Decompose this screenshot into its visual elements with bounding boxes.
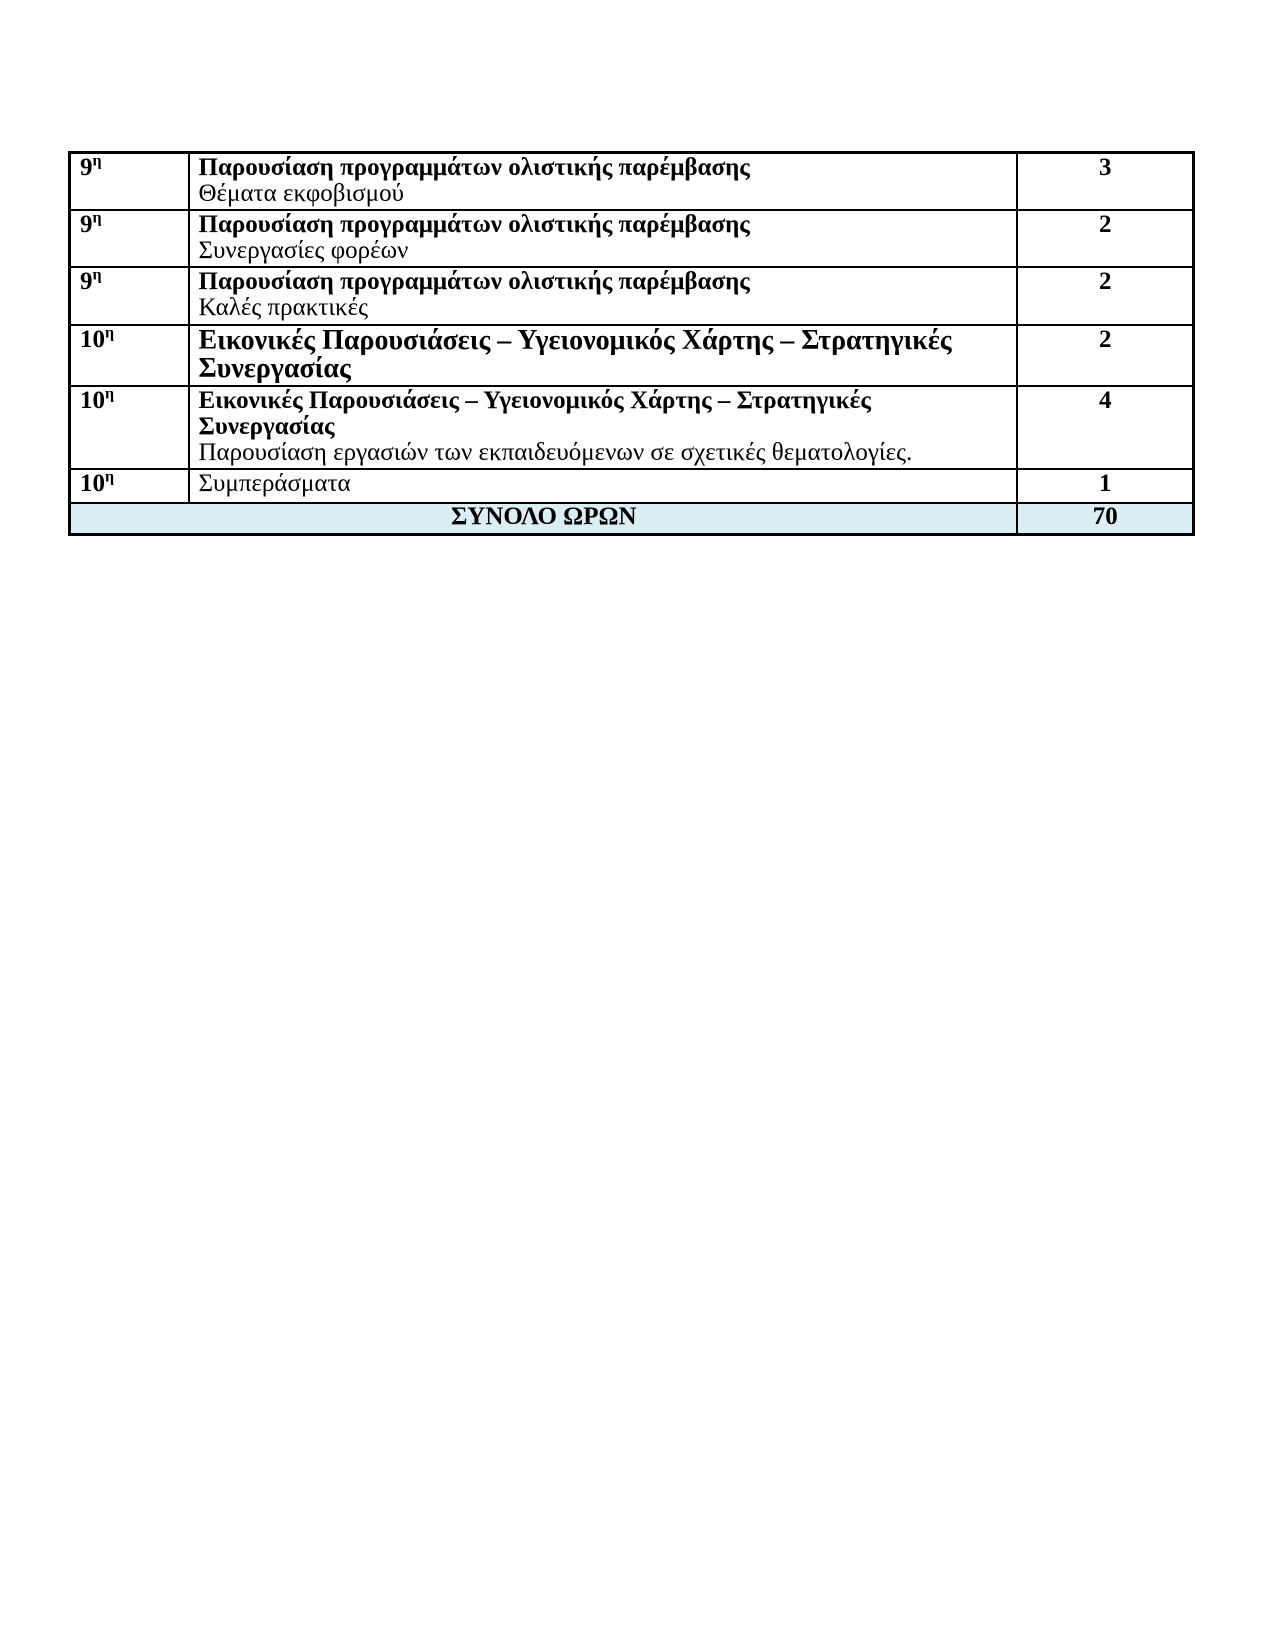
content-cell	[189, 267, 1017, 325]
session-ordinal-suffix: η	[105, 468, 115, 486]
session-number: 9	[80, 268, 93, 295]
table-row	[70, 210, 1194, 267]
session-ordinal-suffix: η	[92, 152, 102, 170]
content-cell	[189, 153, 1017, 211]
session-ordinal-suffix: η	[92, 209, 102, 227]
hours-cell: 2	[1017, 210, 1194, 267]
row-subtitle: Παρουσίαση εργασιών των εκπαιδευόμενων σε σχετικές θεματολογίες.	[198, 439, 913, 466]
session-ordinal-suffix: η	[105, 324, 115, 342]
row-title: Παρουσίαση προγραμμάτων ολιστικής παρέμβασης	[198, 211, 750, 238]
table-row	[70, 469, 1194, 503]
content-cell	[189, 210, 1017, 267]
session-cell	[70, 469, 189, 503]
content-cell	[189, 325, 1017, 386]
row-subtitle: Συνεργασίες φορέων	[198, 237, 409, 264]
session-cell	[70, 210, 189, 267]
total-row	[70, 503, 1194, 534]
session-number: 10	[80, 387, 105, 414]
hours-cell: 2	[1017, 267, 1194, 325]
total-hours-cell: 70	[1017, 503, 1194, 534]
row-subtitle: Καλές πρακτικές	[198, 294, 369, 321]
table-row	[70, 267, 1194, 325]
row-title: Παρουσίαση προγραμμάτων ολιστικής παρέμβασης	[198, 154, 750, 181]
content-cell	[189, 469, 1017, 503]
hours-cell: 1	[1017, 469, 1194, 503]
session-number: 9	[80, 211, 93, 238]
course-schedule-table	[68, 151, 1195, 536]
session-cell	[70, 386, 189, 469]
row-title: Εικονικές Παρουσιάσεις – Υγειονομικός Χάρτης – Στρατηγικές	[198, 325, 952, 356]
row-title: Παρουσίαση προγραμμάτων ολιστικής παρέμβασης	[198, 268, 750, 295]
row-title: Εικονικές Παρουσιάσεις – Υγειονομικός Χάρτης – Στρατηγικές Συνεργασίας	[198, 387, 871, 440]
table-row	[70, 386, 1194, 469]
total-label-cell: ΣΥΝΟΛΟ ΩΡΩΝ	[70, 503, 1017, 534]
session-ordinal-suffix: η	[92, 266, 102, 284]
table-row	[70, 153, 1194, 211]
session-number: 10	[80, 470, 105, 497]
hours-cell: 2	[1017, 325, 1194, 386]
table-row	[70, 325, 1194, 386]
hours-cell: 3	[1017, 153, 1194, 211]
session-cell	[70, 267, 189, 325]
row-subtitle: Συνεργασίας	[198, 353, 351, 384]
session-ordinal-suffix: η	[105, 385, 115, 403]
content-cell	[189, 386, 1017, 469]
row-subtitle: Θέματα εκφοβισμού	[198, 180, 404, 207]
session-number: 9	[80, 154, 93, 181]
session-cell	[70, 153, 189, 211]
hours-cell: 4	[1017, 386, 1194, 469]
session-cell	[70, 325, 189, 386]
session-number: 10	[80, 326, 105, 353]
row-subtitle: Συμπεράσματα	[198, 470, 351, 497]
